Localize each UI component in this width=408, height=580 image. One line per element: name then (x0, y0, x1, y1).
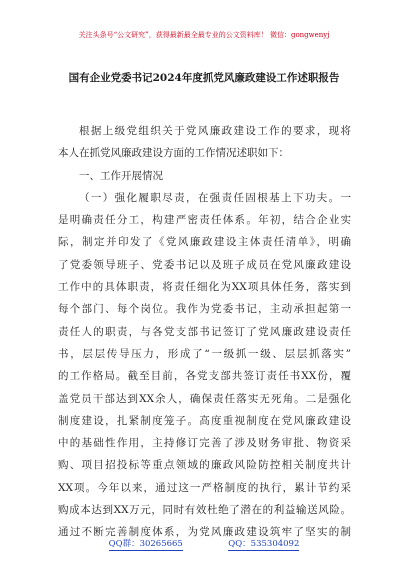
body-line: 盖党员干部达到XX余人，确保责任落实无死角。二是强化 (58, 392, 351, 405)
body-line: 中的基础性作用，主持修订完善了涉及财务审批、物资采 (58, 437, 351, 450)
body-line: 本人在抓党风廉政建设方面的工作情况述职如下： (58, 147, 289, 160)
body-line: 际，制定并印发了《党风廉政建设主体责任清单》，明确 (58, 236, 351, 249)
body-line: 责任人的职责，与各党支部书记签订了党风廉政建设责任 (58, 325, 351, 338)
section-heading: 一、工作开展情况 (79, 169, 163, 182)
body-line: 是明确责任分工，构建严密责任体系。年初，结合企业实 (58, 214, 351, 227)
body-line: 购、项目招投标等重点领域的廉政风险防控相关制度共计 (58, 459, 351, 472)
body-line: 书，层层传导压力，形成了“一级抓一级、层层抓落实” (58, 347, 351, 360)
footer-contacts (0, 537, 408, 551)
body-line: 每个部门、每个岗位。我作为党委书记，主动承担起第一 (58, 303, 351, 316)
body-line: 制度建设，扎紧制度笼子。高度重视制度在党风廉政建设 (58, 414, 351, 427)
header-promo-note: 关注头条号“公文研究”，获得最新最全最专业的公文资料库！ 微信：gongwenyj (78, 31, 330, 39)
footer-qq-group: QQ群：30265665 (108, 539, 183, 549)
body-line: 了党委领导班子、党委书记以及班子成员在党风廉政建设 (58, 258, 351, 271)
body-line: 工作中的具体职责，将责任细化为XX项具体任务，落实到 (58, 281, 351, 294)
body-line: 购成本达到XX万元，同时有效杜绝了潜在的利益输送风险。 (58, 504, 351, 517)
body-line: 通过不断完善制度体系，为党风廉政建设筑牢了坚实的制 (58, 526, 351, 539)
document-body (58, 120, 351, 544)
body-line: 的工作格局。截至目前，各党支部共签订责任书XX份，覆 (58, 370, 351, 383)
body-line: 根据上级党组织关于党风廉政建设工作的要求，现将 (79, 125, 351, 137)
body-line: （一）强化履职尽责，在强责任固根基上下功夫。一 (79, 191, 351, 204)
footer-qq-number: QQ：535304092 (228, 539, 300, 549)
document-title: 国有企业党委书记2024年度抓党风廉政建设工作述职报告 (68, 72, 340, 84)
body-line: XX项。今年以来，通过这一严格制度的执行，累计节约采 (58, 481, 351, 494)
